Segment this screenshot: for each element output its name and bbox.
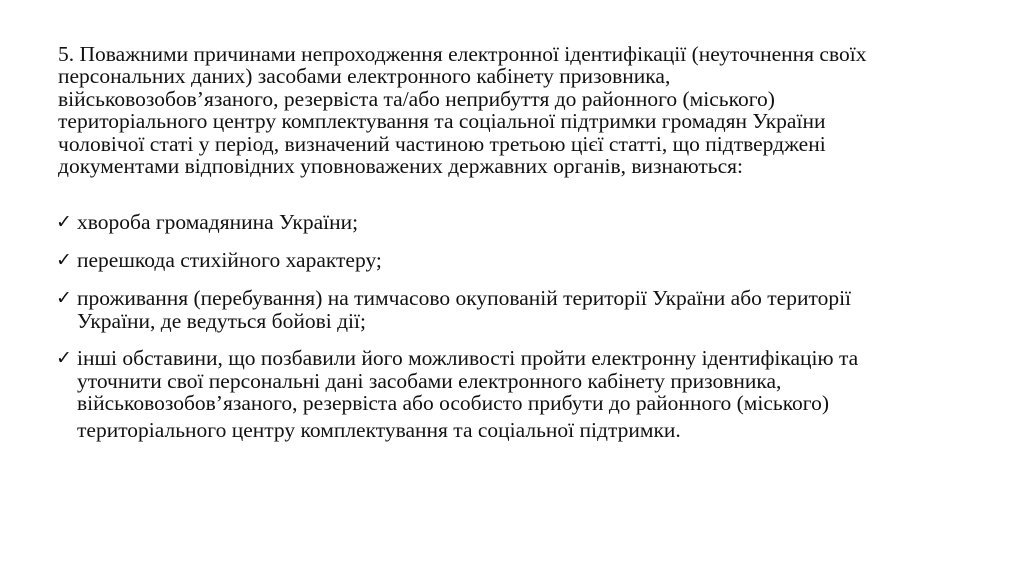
list-item-line: інші обставини, що позбавили його можливості пройти електронну ідентифікацію та: [77, 346, 859, 370]
intro-paragraph: [58, 43, 958, 177]
checkmark-icon: ✓: [56, 287, 72, 309]
intro-line: територіального центру комплектування та соціальної підтримки громадян України: [58, 109, 826, 134]
list-item-text: [77, 249, 957, 272]
list-item-text: [77, 211, 957, 234]
list-item-line: військовозобов’язаного, резервіста або особисто прибути до районного (міського): [77, 391, 829, 416]
intro-line: військовозобов’язаного, резервіста та/або неприбуття до районного (міського): [58, 86, 775, 111]
list-item-line: перешкода стихійного характеру;: [77, 248, 382, 272]
list-item-line: уточнити свої персональні дані засобами електронного кабінету призовника,: [77, 368, 782, 393]
intro-line: 5. Поважними причинами непроходження електронної ідентифікації (неуточнення своїх: [58, 42, 867, 66]
checkmark-icon: ✓: [56, 249, 72, 271]
intro-line: документами відповідних уповноважених державних органів, визнаються:: [58, 154, 743, 179]
list-item-line: проживання (перебування) на тимчасово окупованій території України або території: [77, 286, 852, 310]
list-item-line: територіального центру комплектування та соціальної підтримки.: [77, 417, 681, 442]
list-item-line: хвороба громадянина України;: [77, 210, 359, 234]
list-item-text: [77, 347, 957, 441]
checkmark-icon: ✓: [56, 347, 72, 369]
intro-line: чоловічої статі у період, визначений частиною третьою цієї статті, що підтверджені: [58, 131, 826, 156]
list-item-line: України, де ведуться бойові дії;: [77, 308, 366, 333]
checkmark-icon: ✓: [56, 211, 72, 233]
intro-line: персональних даних) засобами електронного кабінету призовника,: [58, 64, 671, 89]
list-item-text: [77, 287, 957, 332]
